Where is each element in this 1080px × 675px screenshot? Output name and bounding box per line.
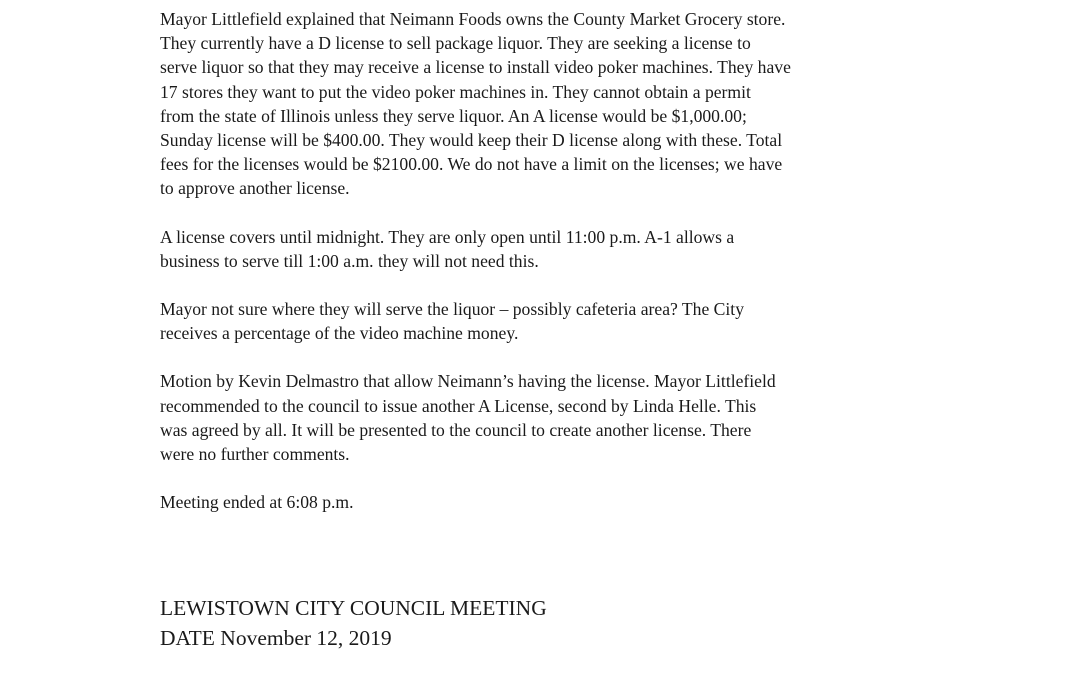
text-line: business to serve till 1:00 a.m. they will not need this. bbox=[160, 250, 539, 271]
paragraph-serving-location bbox=[160, 297, 920, 345]
text-line: from the state of Illinois unless they serve liquor. An A license would be $1,000.00; bbox=[160, 105, 747, 126]
text-line: A license covers until midnight. They are only open until 11:00 p.m. A-1 allows a bbox=[160, 226, 735, 247]
text-line: to approve another license. bbox=[160, 178, 350, 199]
text-line: Mayor not sure where they will serve the liquor – possibly cafeteria area? The City bbox=[160, 299, 744, 320]
text-line: Motion by Kevin Delmastro that allow Neimann’s having the license. Mayor Littlefield bbox=[160, 371, 776, 392]
text-line: 17 stores they want to put the video poker machines in. They cannot obtain a permit bbox=[160, 81, 751, 102]
text-line: fees for the licenses would be $2100.00. We do not have a limit on the licenses; we have bbox=[160, 154, 783, 175]
text-line: They currently have a D license to sell package liquor. They are seeking a license to bbox=[160, 33, 751, 54]
meeting-heading bbox=[160, 593, 547, 653]
text-line: Sunday license will be $400.00. They would keep their D license along with these. Total bbox=[160, 130, 783, 151]
text-line: recommended to the council to issue another A License, second by Linda Helle. This bbox=[160, 395, 757, 416]
paragraph-neimann-license bbox=[160, 7, 920, 201]
text-line: were no further comments. bbox=[160, 444, 350, 465]
meeting-date: DATE November 12, 2019 bbox=[160, 626, 392, 650]
paragraph-license-hours bbox=[160, 225, 920, 273]
text-line: Meeting ended at 6:08 p.m. bbox=[160, 492, 354, 513]
text-line: receives a percentage of the video machine money. bbox=[160, 323, 519, 344]
text-line: serve liquor so that they may receive a license to install video poker machines. They have bbox=[160, 57, 791, 78]
text-line: Mayor Littlefield explained that Neimann Foods owns the County Market Grocery store. bbox=[160, 9, 786, 29]
paragraph-meeting-ended bbox=[160, 490, 920, 514]
paragraph-motion bbox=[160, 369, 920, 466]
minutes-body bbox=[160, 7, 920, 538]
text-line: was agreed by all. It will be presented to the council to create another license. There bbox=[160, 419, 752, 440]
meeting-title: LEWISTOWN CITY COUNCIL MEETING bbox=[160, 596, 547, 620]
